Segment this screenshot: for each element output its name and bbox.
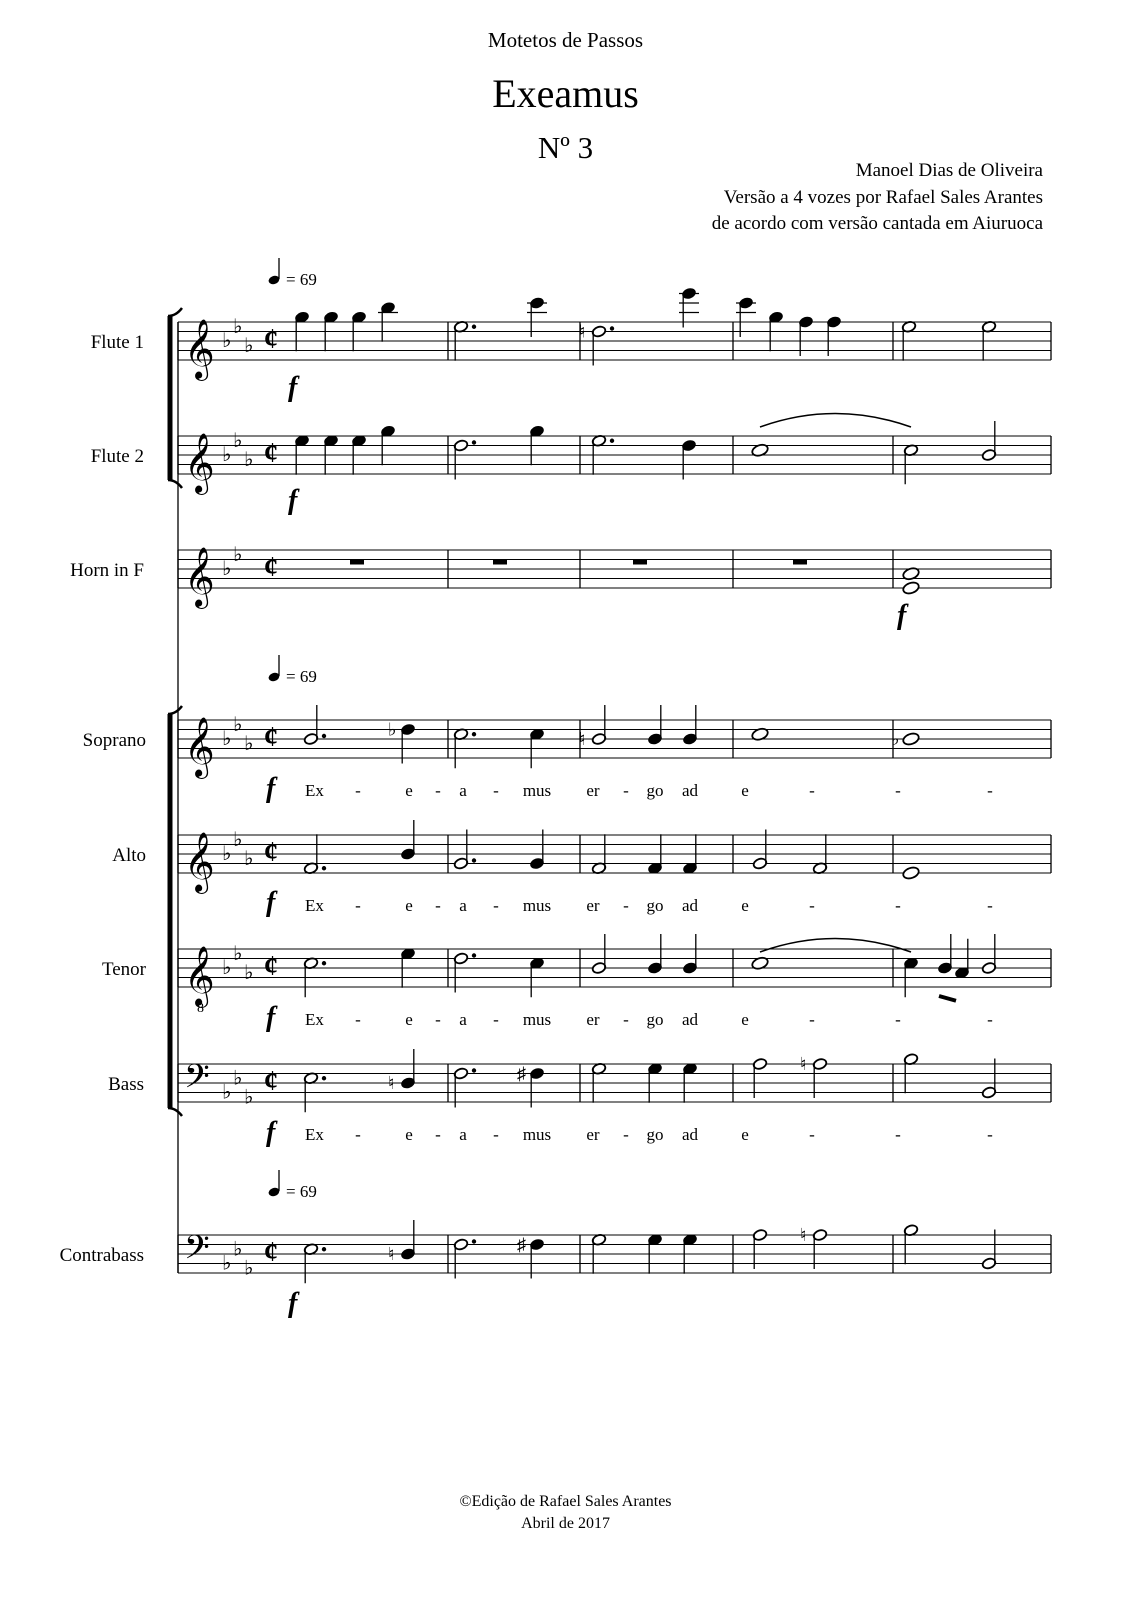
natural-icon: ♮	[579, 729, 586, 749]
lyric-syllable: go	[646, 896, 664, 915]
treble-clef-icon: 𝄞	[184, 549, 215, 606]
page-title: Exeamus	[492, 71, 639, 116]
dot	[322, 734, 326, 738]
instrument-name: Bass	[108, 1074, 144, 1095]
flat-icon: ♭	[222, 1081, 232, 1104]
lyric-syllable: e	[405, 1010, 413, 1029]
flat-icon: ♭	[233, 828, 243, 851]
instrument-name: Alto	[112, 845, 146, 866]
lyric-syllable: mus	[522, 1125, 552, 1144]
whole-rest	[493, 560, 507, 565]
instrument-name: Flute 1	[90, 332, 144, 353]
flat-icon: ♭	[233, 1238, 243, 1261]
dot	[472, 953, 476, 957]
lyric-syllable: a	[459, 1010, 467, 1029]
bass-clef-icon: 𝄢	[184, 1229, 210, 1274]
bass-clef-icon: 𝄢	[184, 1058, 210, 1103]
lyric-syllable: go	[646, 1010, 664, 1029]
whole-rest	[350, 560, 364, 565]
flat-icon: ♭	[222, 444, 232, 466]
flat-icon: ♭	[233, 1067, 243, 1090]
flat-icon: ♭	[222, 957, 232, 979]
dot	[322, 1076, 326, 1080]
whole-rest	[633, 560, 647, 565]
lyric-syllable: -	[435, 1010, 441, 1029]
dynamic-forte: f	[266, 1002, 276, 1033]
natural-icon: ♮	[800, 1225, 807, 1245]
lyric-syllable: -	[895, 896, 901, 915]
note-head	[902, 581, 920, 596]
lyric-syllable: Ex	[305, 896, 324, 915]
lyric-syllable: -	[623, 1125, 629, 1144]
lyric-syllable: -	[355, 1010, 361, 1029]
flat-icon: ♭	[222, 558, 232, 580]
flat-icon: ♭	[222, 330, 232, 352]
lyric-syllable: -	[987, 896, 993, 915]
flat-icon: ♭	[244, 334, 254, 357]
lyric-syllable: -	[895, 1010, 901, 1029]
instrument-name: Contrabass	[59, 1245, 144, 1266]
bracket-hook	[168, 706, 182, 714]
lyric-syllable: a	[459, 781, 467, 800]
composer: Manoel Dias de Oliveira	[855, 160, 1043, 181]
lyric-syllable: -	[493, 781, 499, 800]
dynamic-forte: f	[266, 773, 276, 804]
lyric-syllable: mus	[522, 896, 552, 915]
lyric-syllable: -	[895, 1125, 901, 1144]
dot	[472, 1068, 476, 1072]
tie	[760, 414, 911, 428]
lyric-syllable: Ex	[305, 781, 324, 800]
lyric-syllable: -	[435, 781, 441, 800]
dynamic-forte: f	[288, 372, 298, 403]
instrument-name: Tenor	[101, 959, 146, 980]
flat-icon: ♭	[244, 1257, 254, 1280]
treble-clef-icon: 𝄞	[184, 719, 215, 776]
flat-icon: ♭	[388, 719, 397, 740]
treble-clef-icon: 𝄞	[184, 435, 215, 492]
sharp-icon: ♯	[517, 1063, 526, 1084]
flat-icon: ♭	[233, 429, 243, 452]
lyric-syllable: e	[741, 1125, 749, 1144]
edition-date: Abril de 2017	[521, 1515, 610, 1532]
lyric-syllable: -	[623, 1010, 629, 1029]
cut-time-icon: ¢	[264, 438, 278, 469]
natural-icon: ♮	[579, 321, 586, 342]
natural-icon: ♮	[388, 1073, 395, 1093]
dynamic-forte: f	[288, 1288, 298, 1319]
lyric-syllable: er	[586, 896, 600, 915]
lyric-syllable: a	[459, 896, 467, 915]
cut-time-icon: ¢	[264, 951, 278, 982]
flat-icon: ♭	[891, 729, 900, 749]
dot	[322, 1247, 326, 1251]
dot	[472, 732, 476, 736]
treble-clef-icon: 𝄞	[184, 948, 215, 1005]
lyric-syllable: -	[355, 781, 361, 800]
lyric-syllable: e	[405, 1125, 413, 1144]
lyric-syllable: a	[459, 1125, 467, 1144]
lyric-syllable: er	[586, 781, 600, 800]
lyric-syllable: -	[493, 1010, 499, 1029]
lyric-syllable: -	[987, 781, 993, 800]
instrument-name: Horn in F	[70, 560, 144, 581]
lyric-syllable: -	[493, 896, 499, 915]
lyric-syllable: Ex	[305, 1010, 324, 1029]
dot	[610, 439, 614, 443]
instrument-name: Flute 2	[90, 446, 144, 467]
lyric-syllable: ad	[681, 1125, 699, 1144]
lyric-syllable: go	[646, 781, 664, 800]
lyric-syllable: mus	[522, 1010, 552, 1029]
tempo-mark: = 69	[286, 1182, 317, 1201]
tempo-mark: = 69	[286, 667, 317, 686]
lyric-syllable: mus	[522, 781, 552, 800]
lyric-syllable: -	[809, 1010, 815, 1029]
flat-icon: ♭	[244, 1086, 254, 1109]
lyric-syllable: -	[987, 1125, 993, 1144]
flat-icon: ♭	[244, 732, 254, 755]
lyric-syllable: er	[586, 1125, 600, 1144]
dot	[322, 866, 326, 870]
lyric-syllable: -	[623, 781, 629, 800]
flat-icon: ♭	[222, 728, 232, 750]
lyric-syllable: -	[355, 1125, 361, 1144]
flat-icon: ♭	[233, 713, 243, 736]
cut-time-icon: ¢	[264, 1237, 278, 1268]
flat-icon: ♭	[233, 543, 243, 566]
dot	[322, 961, 326, 965]
natural-icon: ♮	[800, 1054, 807, 1074]
bracket-hook	[168, 1108, 182, 1116]
bracket-hook	[168, 480, 182, 488]
flat-icon: ♭	[222, 1252, 232, 1275]
flat-icon: ♭	[244, 961, 254, 984]
treble-clef-icon: 𝄞	[184, 321, 215, 378]
dynamic-forte: f	[266, 887, 276, 918]
lyric-syllable: Ex	[305, 1125, 324, 1144]
lyric-syllable: e	[741, 1010, 749, 1029]
flat-icon: ♭	[244, 847, 254, 870]
flat-icon: ♭	[244, 448, 254, 471]
lyric-syllable: e	[741, 781, 749, 800]
tie	[760, 939, 911, 953]
dot	[472, 858, 476, 862]
dynamic-forte: f	[288, 485, 298, 516]
lyric-syllable: ad	[681, 1010, 699, 1029]
lyric-syllable: -	[895, 781, 901, 800]
cut-time-icon: ¢	[264, 1066, 278, 1097]
octave-mark: 8	[197, 1001, 204, 1016]
flat-icon: ♭	[233, 315, 243, 338]
beam	[939, 996, 956, 1001]
dot	[472, 325, 476, 329]
note-head	[902, 732, 920, 747]
lyric-syllable: e	[741, 896, 749, 915]
collection-title: Motetos de Passos	[487, 28, 644, 52]
lyric-syllable: go	[646, 1125, 664, 1144]
source-note: de acordo com versão cantada em Aiuruoca	[711, 213, 1043, 234]
lyric-syllable: er	[586, 1010, 600, 1029]
tempo-mark: = 69	[286, 270, 317, 289]
note-head	[902, 866, 920, 881]
lyric-syllable: -	[493, 1125, 499, 1144]
cut-time-icon: ¢	[264, 324, 278, 355]
natural-icon: ♮	[388, 1244, 395, 1264]
dynamic-forte: f	[897, 600, 907, 631]
piece-number: Nº 3	[537, 130, 594, 165]
dot	[610, 326, 614, 330]
lyric-syllable: -	[987, 1010, 993, 1029]
lyric-syllable: ad	[681, 781, 699, 800]
instrument-name: Soprano	[82, 730, 146, 751]
arranger: Versão a 4 vozes por Rafael Sales Arantes	[723, 187, 1043, 208]
sharp-icon: ♯	[517, 1234, 526, 1255]
lyric-syllable: ad	[681, 896, 699, 915]
dot	[472, 1239, 476, 1243]
copyright: ©Edição de Rafael Sales Arantes	[459, 1493, 672, 1510]
dot	[472, 440, 476, 444]
cut-time-icon: ¢	[264, 722, 278, 753]
treble-clef-icon: 𝄞	[184, 834, 215, 891]
lyric-syllable: -	[809, 781, 815, 800]
lyric-syllable: -	[809, 1125, 815, 1144]
lyric-syllable: -	[435, 896, 441, 915]
lyric-syllable: -	[809, 896, 815, 915]
lyric-syllable: -	[623, 896, 629, 915]
dynamic-forte: f	[266, 1117, 276, 1148]
cut-time-icon: ¢	[264, 837, 278, 868]
lyric-syllable: -	[355, 896, 361, 915]
whole-rest	[793, 560, 807, 565]
cut-time-icon: ¢	[264, 552, 278, 583]
lyric-syllable: -	[435, 1125, 441, 1144]
flat-icon: ♭	[233, 942, 243, 965]
flat-icon: ♭	[222, 843, 232, 865]
bracket-hook	[168, 308, 182, 316]
lyric-syllable: e	[405, 781, 413, 800]
lyric-syllable: e	[405, 896, 413, 915]
